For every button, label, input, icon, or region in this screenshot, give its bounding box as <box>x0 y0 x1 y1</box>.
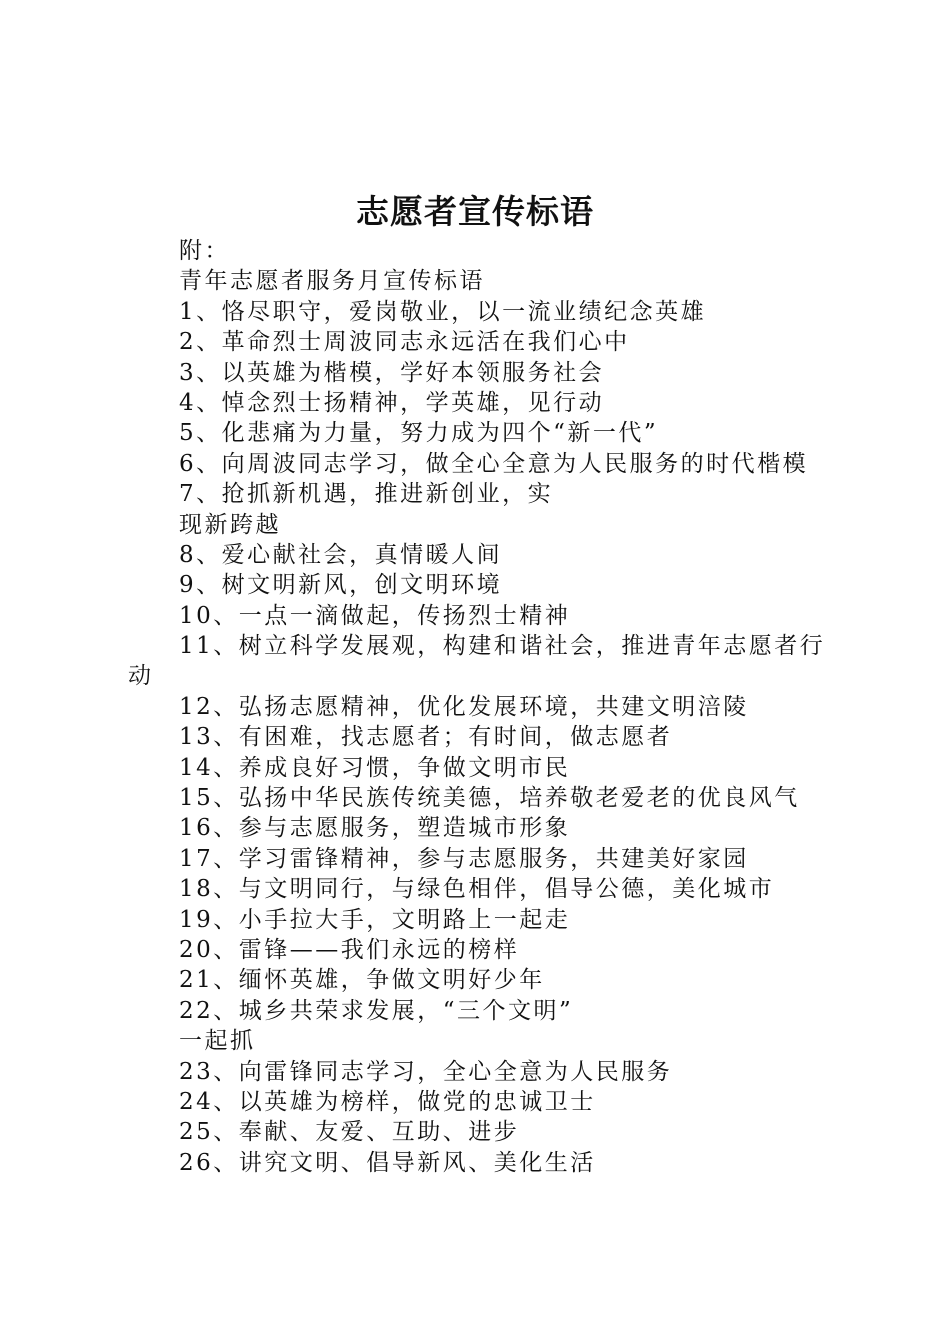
text-line: 4、悼念烈士扬精神，学英雄，见行动 <box>179 389 605 416</box>
text-line: 26、讲究文明、倡导新风、美化生活 <box>179 1149 596 1176</box>
text-line: 23、向雷锋同志学习，全心全意为人民服务 <box>179 1058 673 1085</box>
text-line: 1、恪尽职守，爱岗敬业，以一流业绩纪念英雄 <box>179 298 707 325</box>
document-title: 志愿者宣传标语 <box>356 192 594 231</box>
text-line: 19、小手拉大手，文明路上一起走 <box>179 906 571 933</box>
text-line: 3、以英雄为楷模，学好本领服务社会 <box>179 359 605 386</box>
text-line: 7、抢抓新机遇，推进新创业，实 <box>179 481 554 508</box>
text-line: 16、参与志愿服务，塑造城市形象 <box>179 815 571 842</box>
text-line: 18、与文明同行，与绿色相伴，倡导公德，美化城市 <box>179 876 775 903</box>
text-line: 动 <box>128 663 154 690</box>
text-line: 25、奉献、友爱、互助、进步 <box>179 1119 520 1146</box>
text-line: 20、雷锋——我们永远的榜样 <box>179 936 520 963</box>
text-line: 17、学习雷锋精神，参与志愿服务，共建美好家园 <box>179 845 749 872</box>
text-line: 5、化悲痛为力量，努力成为四个“新一代” <box>179 420 659 447</box>
text-line: 12、弘扬志愿精神，优化发展环境，共建文明涪陵 <box>179 693 749 720</box>
text-line: 15、弘扬中华民族传统美德，培养敬老爱老的优良风气 <box>179 785 800 812</box>
text-line: 14、养成良好习惯，争做文明市民 <box>179 754 571 781</box>
text-line: 2、革命烈士周波同志永远活在我们心中 <box>179 329 630 356</box>
text-line: 8、爱心献社会，真情暖人间 <box>179 541 503 568</box>
text-line: 9、树文明新风，创文明环境 <box>179 572 503 599</box>
document-body <box>128 236 838 1178</box>
text-line: 附： <box>179 238 230 264</box>
text-line: 现新跨越 <box>179 511 281 538</box>
text-line: 一起抓 <box>179 1028 256 1055</box>
text-line: 22、城乡共荣求发展，“三个文明” <box>179 997 574 1024</box>
text-line: 21、缅怀英雄，争做文明好少年 <box>179 967 545 994</box>
text-line: 青年志愿者服务月宣传标语 <box>179 268 485 295</box>
text-line: 10、一点一滴做起，传扬烈士精神 <box>179 602 571 629</box>
text-line: 13、有困难，找志愿者；有时间，做志愿者 <box>179 724 673 751</box>
text-line: 11、树立科学发展观，构建和谐社会，推进青年志愿者行 <box>179 633 826 660</box>
text-line: 6、向周波同志学习，做全心全意为人民服务的时代楷模 <box>179 450 809 477</box>
text-line: 24、以英雄为榜样，做党的忠诚卫士 <box>179 1088 596 1115</box>
